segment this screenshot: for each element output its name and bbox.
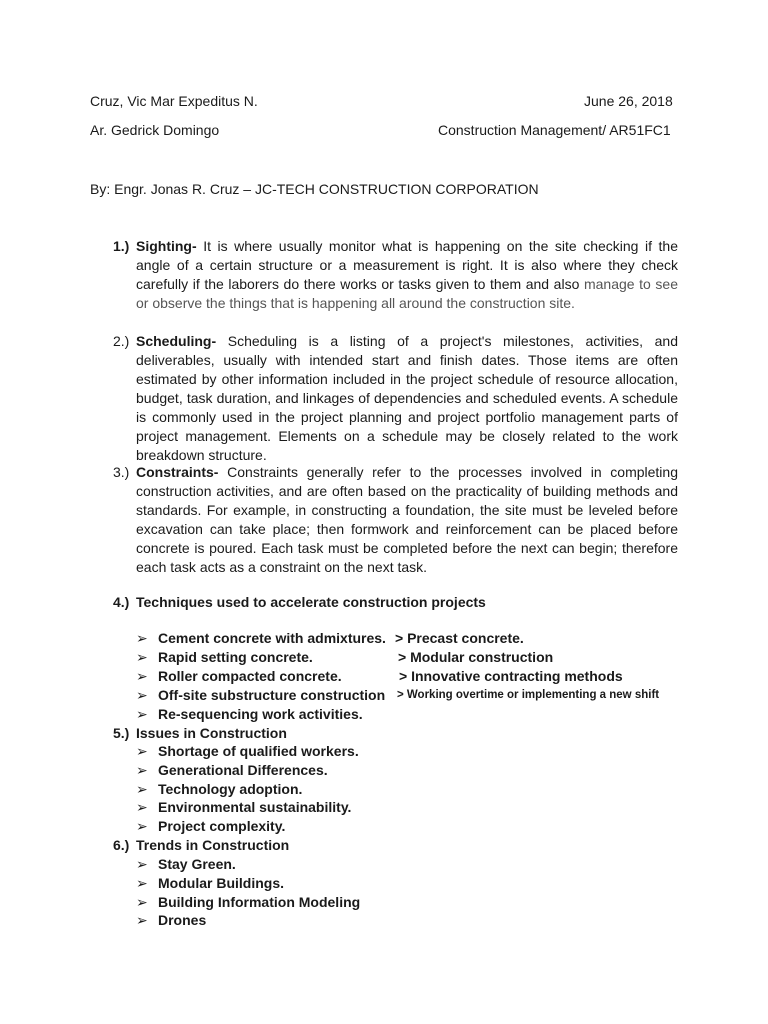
document-date: June 26, 2018 bbox=[584, 93, 673, 109]
bullet-arrow-icon: ➢ bbox=[136, 762, 148, 778]
technique-item: Rapid setting concrete. bbox=[158, 649, 313, 665]
author-name: Cruz, Vic Mar Expeditus N. bbox=[90, 93, 258, 109]
bullet-arrow-icon: ➢ bbox=[136, 668, 148, 684]
bullet-arrow-icon: ➢ bbox=[136, 912, 148, 928]
instructor-name: Ar. Gedrick Domingo bbox=[90, 122, 220, 138]
technique-item-right: > Innovative contracting methods bbox=[399, 668, 623, 684]
by-line: By: Engr. Jonas R. Cruz – JC-TECH CONSTRUCTION CORPORATION bbox=[90, 181, 539, 197]
technique-item: Off-site substructure construction bbox=[158, 687, 386, 703]
section-3-number: 3.) bbox=[113, 464, 130, 480]
technique-item: Re-sequencing work activities. bbox=[158, 706, 363, 722]
section-1-term: Sighting- bbox=[136, 238, 197, 254]
bullet-arrow-icon: ➢ bbox=[136, 706, 148, 722]
section-4-title: Techniques used to accelerate construction projects bbox=[136, 594, 486, 610]
bullet-arrow-icon: ➢ bbox=[136, 781, 148, 797]
technique-item-right: > Working overtime or implementing a new shift bbox=[397, 689, 660, 701]
trend-item: Modular Buildings. bbox=[158, 875, 284, 891]
issue-item: Technology adoption. bbox=[158, 781, 303, 797]
bullet-arrow-icon: ➢ bbox=[136, 630, 148, 646]
section-6-title: Trends in Construction bbox=[136, 837, 290, 853]
technique-item-right: > Precast concrete. bbox=[395, 630, 524, 646]
bullet-arrow-icon: ➢ bbox=[136, 687, 148, 703]
section-2-text: Scheduling is a listing of a project's milestones, activities, and deliverables, usually with intended start and finish dates. Those items are often estimated by other information included in the project schedule of resource allocation, budget, task duration, and linkages of dependencies and scheduled events. A schedule is commonly used in the project planning and project portfolio management parts of project management. Elements on a schedule may be closely related to the work breakdown structure. bbox=[136, 333, 678, 463]
section-6-number: 6.) bbox=[113, 837, 130, 853]
issue-item: Environmental sustainability. bbox=[158, 799, 352, 815]
section-3-text: Constraints generally refer to the processes involved in completing construction activities, and are often based on the practicality of building methods and standards. For example, in constructing a foundation, the site must be leveled before excavation can take place; then formwork and reinforcement can be placed before concrete is poured. Each task must be completed before the next can begin; therefore each task acts as a constraint on the next task. bbox=[136, 464, 678, 575]
section-1-number: 1.) bbox=[113, 238, 130, 254]
trend-item: Stay Green. bbox=[158, 856, 236, 872]
technique-item-right: > Modular construction bbox=[398, 649, 554, 665]
section-2-term: Scheduling- bbox=[136, 333, 217, 349]
technique-item: Cement concrete with admixtures. bbox=[158, 630, 386, 646]
bullet-arrow-icon: ➢ bbox=[136, 875, 148, 891]
bullet-arrow-icon: ➢ bbox=[136, 649, 148, 665]
section-3-paragraph bbox=[136, 463, 678, 577]
trend-item: Drones bbox=[158, 912, 207, 928]
section-3-term: Constraints- bbox=[136, 464, 219, 480]
course-code: Construction Management/ AR51FC1 bbox=[438, 122, 671, 138]
bullet-arrow-icon: ➢ bbox=[136, 799, 148, 815]
technique-item: Roller compacted concrete. bbox=[158, 668, 342, 684]
trend-item: Building Information Modeling bbox=[158, 894, 361, 910]
section-5-number: 5.) bbox=[113, 725, 130, 741]
issue-item: Shortage of qualified workers. bbox=[158, 743, 359, 759]
section-4-number: 4.) bbox=[113, 594, 130, 610]
section-5-title: Issues in Construction bbox=[136, 725, 287, 741]
bullet-arrow-icon: ➢ bbox=[136, 743, 148, 759]
section-1-paragraph bbox=[136, 237, 678, 313]
section-2-paragraph bbox=[136, 332, 678, 465]
bullet-arrow-icon: ➢ bbox=[136, 856, 148, 872]
bullet-arrow-icon: ➢ bbox=[136, 818, 148, 834]
section-1-text-gray: manage to see or observe the things that is happening all around the construction site. bbox=[136, 276, 678, 311]
section-1-text: It is where usually monitor what is happening on the site checking if the angle of a certain structure or a measurement is right. It is also where they check carefully if the laborers do there works or tasks given to them and also bbox=[136, 238, 678, 292]
issue-item: Project complexity. bbox=[158, 818, 286, 834]
section-2-number: 2.) bbox=[113, 333, 130, 349]
issue-item: Generational Differences. bbox=[158, 762, 328, 778]
bullet-arrow-icon: ➢ bbox=[136, 894, 148, 910]
